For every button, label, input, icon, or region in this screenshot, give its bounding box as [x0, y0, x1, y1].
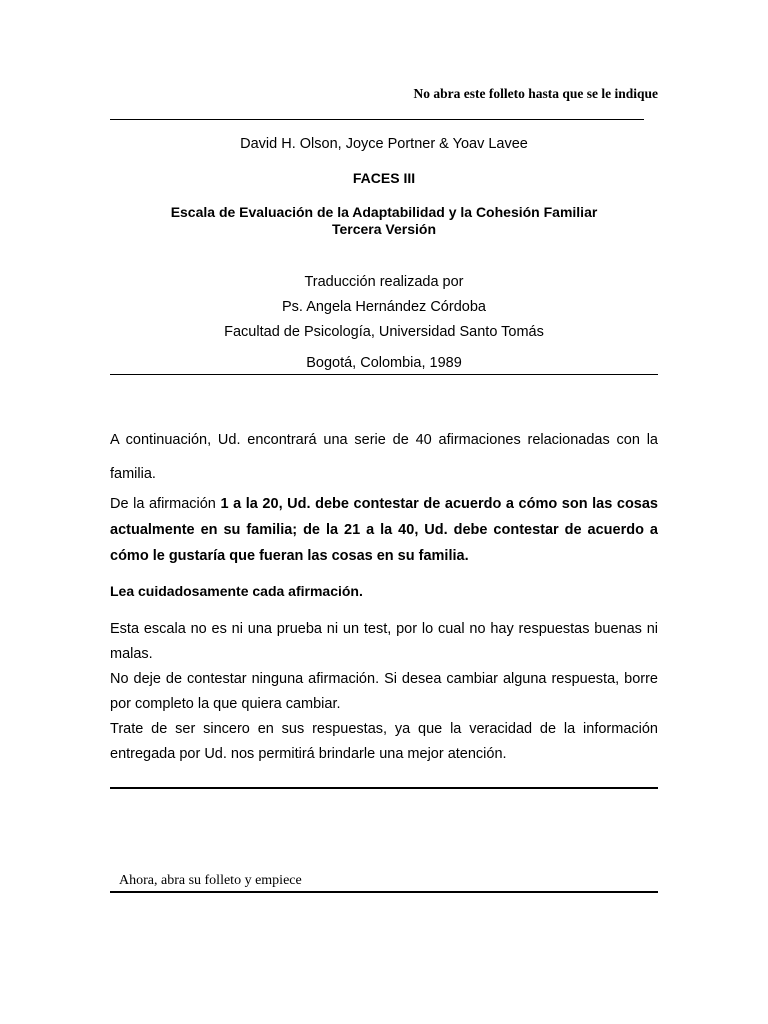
header-divider [110, 374, 658, 375]
instructions-divider [110, 787, 658, 789]
instrument-title: FACES III [352, 170, 416, 186]
not-a-test-text: Esta escala no es ni una prueba ni un test, por lo cual no hay respuestas buenas ni malas. [110, 621, 658, 662]
top-divider [110, 119, 644, 120]
translator-name: Ps. Angela Hernández Córdoba [282, 299, 486, 315]
response-rule-paragraph [110, 491, 658, 569]
start-note: Ahora, abra su folleto y empiece [119, 873, 302, 888]
translator-institution: Facultad de Psicología, Universidad Santo Tomás [224, 324, 544, 340]
subtitle-line-1: Escala de Evaluación de la Adaptabilidad y la Cohesión Familiar [170, 204, 598, 220]
rule-prefix: De la afirmación [110, 496, 221, 512]
translation-credits [110, 270, 658, 345]
place-date: Bogotá, Colombia, 1989 [306, 355, 462, 371]
answer-all-text: No deje de contestar ninguna afirmación. Si desea cambiar alguna respuesta, borre por completo la que quiera cambiar. [110, 671, 658, 712]
intro-paragraph: A continuación, Ud. encontrará una serie de 40 afirmaciones relacionadas con la familia. [110, 432, 658, 482]
general-instructions [110, 617, 658, 767]
rule-bold-text: 1 a la 20, Ud. debe contestar de acuerdo a cómo son las cosas actualmente en su familia; de la 21 a la 40, Ud. debe contestar de acuerdo a cómo le gustaría que fueran las cosas en su familia. [110, 496, 659, 564]
be-sincere-text: Trate de ser sincero en sus respuestas, ya que la veracidad de la información entregada por Ud. nos permitirá brindarle una mejor atención. [110, 721, 658, 762]
instrument-subtitle [110, 204, 658, 238]
translation-label: Traducción realizada por [304, 274, 464, 290]
authors-line: David H. Olson, Joyce Portner & Yoav Lavee [240, 136, 528, 152]
bottom-divider [110, 891, 658, 893]
subtitle-line-2: Tercera Versión [331, 221, 437, 237]
read-carefully-note: Lea cuidadosamente cada afirmación. [110, 583, 363, 599]
booklet-notice: No abra este folleto hasta que se le indique [413, 86, 658, 101]
